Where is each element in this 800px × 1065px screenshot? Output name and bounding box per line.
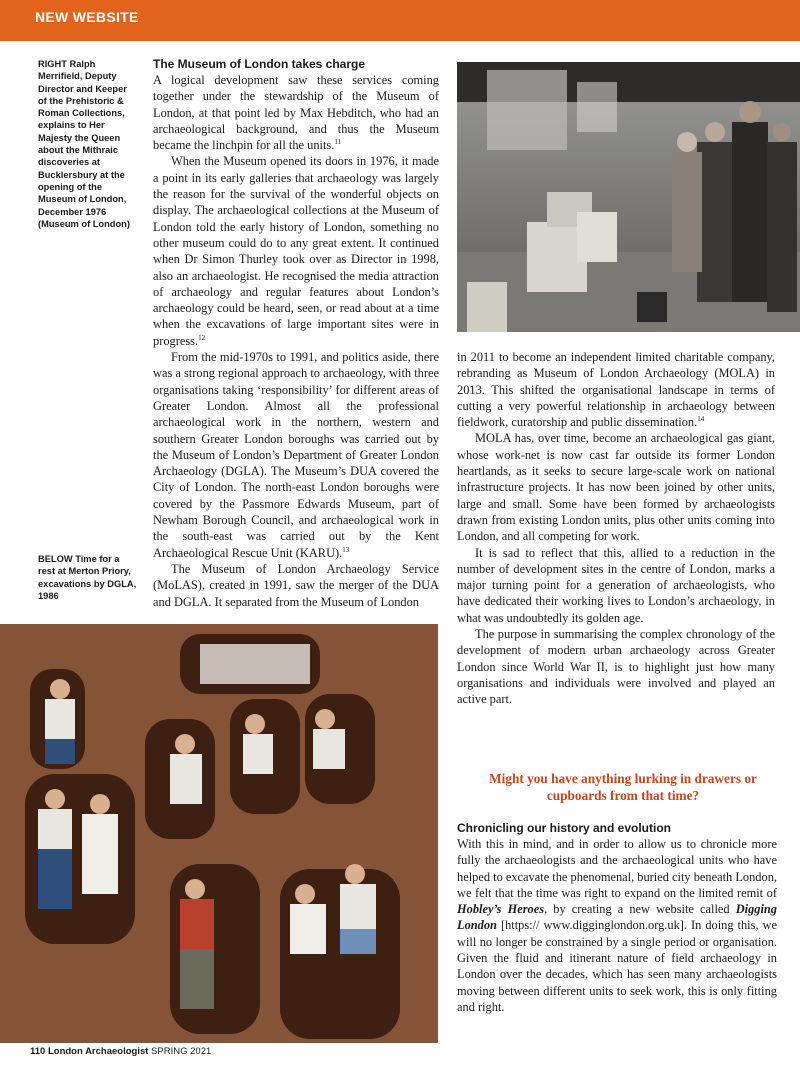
museum-opening-image [457,62,800,332]
paragraph: When the Museum opened its doors in 1976, it made a point in its early galleries that archaeology was largely the reason for the survival of the wonderful objects on display. The archaeological collections at the Museum of London told the early history of London, something no other museum could do to any great extent. It continued when Dr Simon Thurley took over as Director in 1998, also an archaeologist. He recognised the media attraction of archaeology and regular features about London’s archaeology could be heard, seen, or read about at a time when the excavations of large important sites were in progress.$^{12}$ [153,154,439,348]
excavation-image [0,624,438,1043]
caption-lead: RIGHT [38,59,67,69]
issue-label: SPRING 2021 [151,1046,212,1057]
section-label: NEW WEBSITE [35,9,139,25]
page-number: 110 [30,1046,46,1057]
website-title-hobleys-heroes: Hobley’s Heroes [457,902,545,917]
footnote-ref: 11 [334,138,342,147]
paragraph: With this in mind, and in order to allow us to chronicle more fully the archaeologists and the archaeological units who have helped to excavate the phenomenal, buried city beneath London, we felt that the time was right to expand on the limited remit of Hobley’s Heroes, by creating a new website called Digging London [https:// www.digginglondon.org.uk]. In doing this, we will no longer be constrained by a single period or organisation. Given the fluid and itinerant nature of field archaeology in London over the decades, which has seen many archaeologists moving between different units to seek work, this is only fitting and right. [457,837,777,1014]
caption-below-photo [38,553,138,602]
caption-lead: BELOW [38,554,73,564]
caption-right-photo [38,58,138,230]
museum-opening-photo [457,62,800,332]
website-title-digging-london: Digging London [457,902,777,933]
journal-name: London Archaeologist [47,1046,149,1057]
caption-text: Ralph Merrifield, Deputy Director and Keeper of the Prehistoric & Roman Collections, explains to Her Majesty the Queen about the Mithraic discoveries at Bucklersbury at the opening of the Museum of London, December 1976 (Museum of London) [38,59,130,229]
article-column-right [457,349,775,708]
article-column-left [153,56,439,610]
footnote-ref: 12 [198,333,206,342]
excavation-photo [0,624,438,1043]
caption-text: Time for a rest at Merton Priory, excavations by DGLA, 1986 [38,554,137,601]
paragraph: MOLA has, over time, become an archaeological gas giant, whose work-net is now cast far outside its former London heartlands, as it seeks to secure large-scale work on national infrastructure projects. It has now been joined by other units, large and small. Some have been formed by archaeologists drawn from existing London units, plus other units coming into London, and all competing for work. [457,431,775,544]
paragraph: in 2011 to become an independent limited charitable company, rebranding as Museum of London Archaeology (MOLA) in 2013. This shifted the organisational landscape in terms of cutting a very powerful relationship in archaeology between fieldwork, curatorship and public dissemination.$^{14}$ [457,350,775,430]
paragraph: The purpose in summarising the complex chronology of the development of modern urban archaeology across Greater London since World War II, is to highlight just how many organisations and individuals were involved and played an active part. [457,627,775,707]
section-heading: The Museum of London takes charge [153,57,366,71]
article-column-right-lower [457,820,777,1015]
footnote-ref: 13 [342,545,350,554]
paragraph: It is sad to reflect that this, allied to a reduction in the number of development sites in the centre of London, marks a major turning point for a generation of archaeologists, who have dedicated their working lives to London’s archaeology, in what was undoubtedly its golden age. [457,545,775,625]
pull-quote: Might you have anything lurking in drawers or cupboards from that time? [489,771,757,803]
section-header-bar [0,0,800,41]
page-footer [30,1046,211,1057]
paragraph: From the mid-1970s to 1991, and politics aside, there was a strong regional approach to archaeology, with three organisations taking ‘responsibility’ for different areas of Greater London. Almost all the professional archaeological work in the northern, western and southern Greater London boroughs was carried out by the Museum of London’s Department of Greater London Archaeology (DGLA). The Museum’s DUA covered the City of London. The north-east London boroughs were covered by the Passmore Edwards Museum, part of Newham Borough Council, and archaeological work in the south-east was carried out by the Kent Archaeological Rescue Unit (KARU).$^{13}$ [153,350,439,560]
section-heading: Chronicling our history and evolution [457,821,672,835]
footnote-ref: 14 [697,415,705,424]
paragraph: A logical development saw these services coming together under the stewardship of the Museum of London, at that point led by Max Hebditch, who had an archaeological background, and thus the Museum became the linchpin for all the units.$^{11}$ [153,73,439,153]
paragraph: The Museum of London Archaeology Service (MoLAS), created in 1991, saw the merger of the DUA and DGLA. It separated from the Museum of London [153,561,439,609]
